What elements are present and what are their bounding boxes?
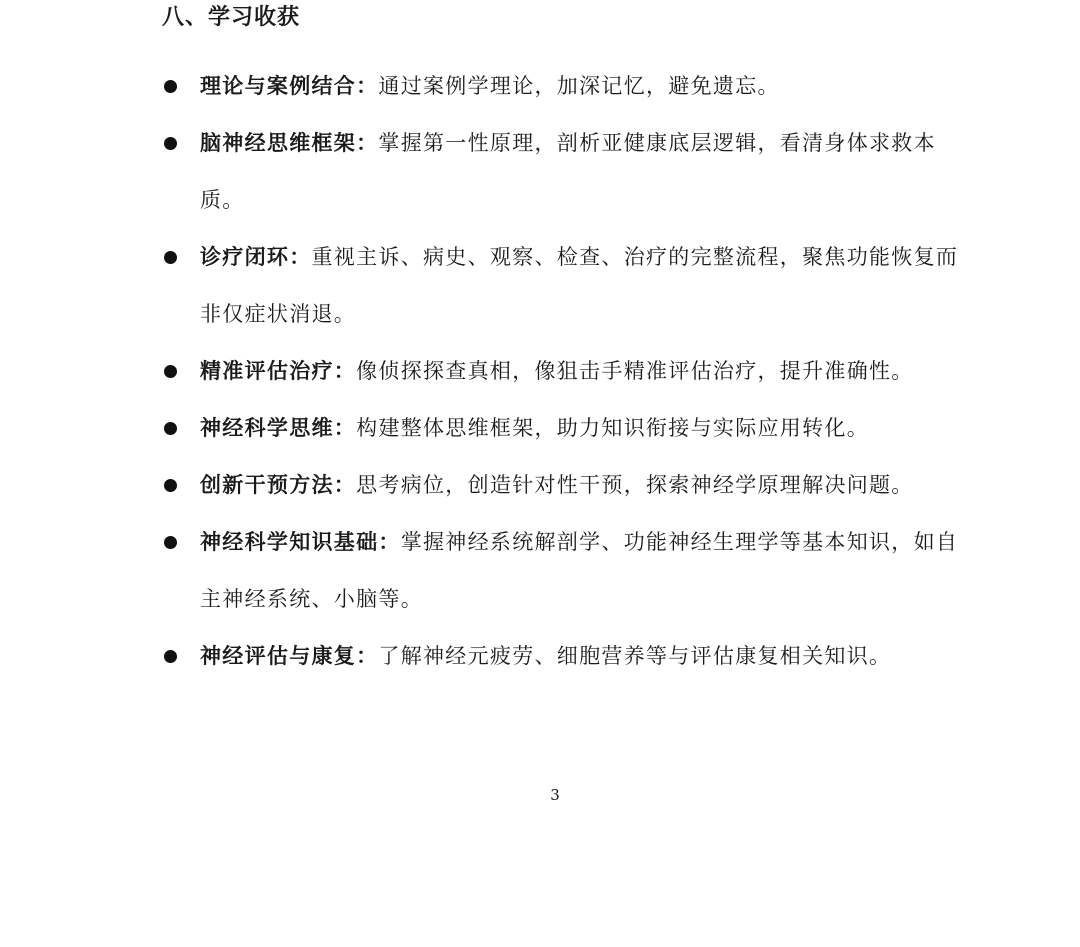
item-term: 创新干预方法： bbox=[200, 473, 357, 497]
item-text: 了解神经元疲劳、细胞营养等与评估康复相关知识。 bbox=[378, 644, 892, 668]
item-term: 理论与案例结合： bbox=[200, 74, 379, 98]
list-item bbox=[0, 229, 960, 343]
item-term: 诊疗闭环： bbox=[200, 245, 312, 269]
page-number: 3 bbox=[550, 786, 560, 804]
bullet-icon bbox=[164, 251, 177, 264]
item-term: 神经评估与康复： bbox=[200, 644, 379, 668]
bullet-icon bbox=[164, 650, 177, 663]
bullet-icon bbox=[164, 422, 177, 435]
bullet-icon bbox=[164, 80, 177, 93]
learning-outcomes-list bbox=[0, 58, 1080, 685]
item-term: 精准评估治疗： bbox=[200, 359, 357, 383]
item-term: 脑神经思维框架： bbox=[200, 131, 379, 155]
list-item bbox=[0, 400, 960, 457]
bullet-icon bbox=[164, 137, 177, 150]
item-text: 像侦探探查真相，像狙击手精准评估治疗，提升准确性。 bbox=[356, 359, 914, 383]
item-term: 神经科学知识基础： bbox=[200, 530, 401, 554]
list-item bbox=[0, 343, 960, 400]
bullet-icon bbox=[164, 365, 177, 378]
item-term: 神经科学思维： bbox=[200, 416, 357, 440]
list-item bbox=[0, 628, 960, 685]
list-item bbox=[0, 115, 960, 229]
item-text: 通过案例学理论，加深记忆，避免遗忘。 bbox=[378, 74, 780, 98]
bullet-icon bbox=[164, 536, 177, 549]
bullet-icon bbox=[164, 479, 177, 492]
item-text: 重视主诉、病史、观察、检查、治疗的完整流程，聚焦功能恢复而非仅症状消退。 bbox=[200, 245, 959, 326]
item-text: 思考病位，创造针对性干预，探索神经学原理解决问题。 bbox=[356, 473, 914, 497]
list-item bbox=[0, 58, 960, 115]
section-heading: 八、学习收获 bbox=[162, 5, 301, 30]
item-text: 构建整体思维框架，助力知识衔接与实际应用转化。 bbox=[356, 416, 870, 440]
item-text: 掌握神经系统解剖学、功能神经生理学等基本知识，如自主神经系统、小脑等。 bbox=[200, 530, 959, 611]
item-text: 掌握第一性原理，剖析亚健康底层逻辑，看清身体求救本质。 bbox=[200, 131, 936, 212]
list-item bbox=[0, 514, 960, 628]
list-item bbox=[0, 457, 960, 514]
